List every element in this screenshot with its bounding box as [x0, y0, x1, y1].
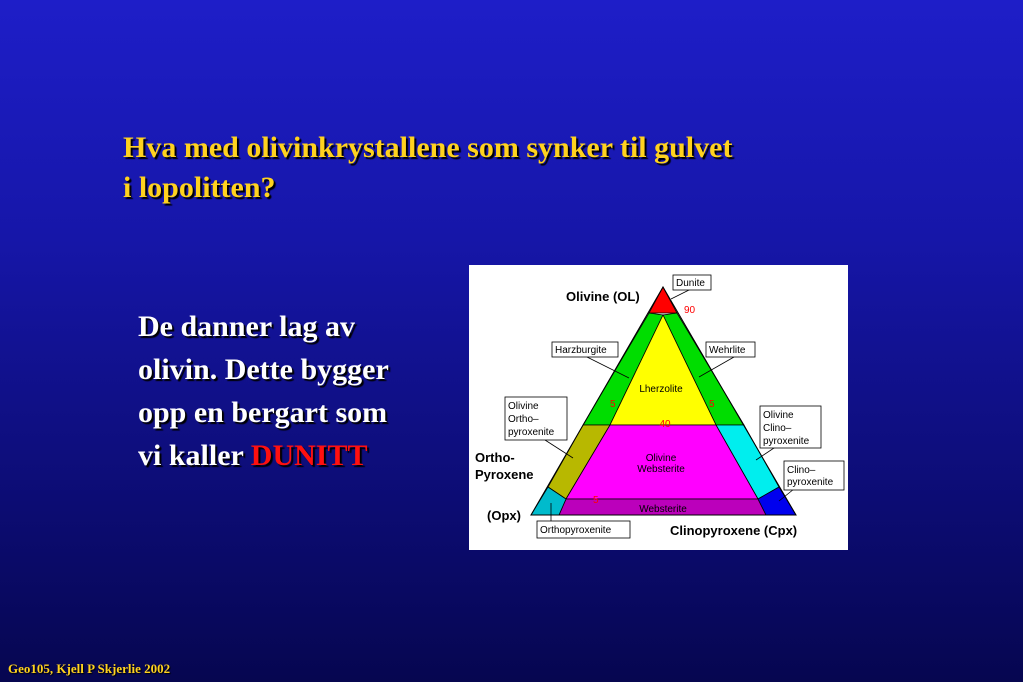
- box-ol-cpx-2: Clino–: [763, 423, 792, 434]
- box-olivine-clinopyroxenite: [760, 406, 821, 448]
- apex-ortho-line1: Ortho-: [475, 450, 515, 465]
- number-90: 90: [684, 305, 696, 316]
- number-5-left: 5: [610, 399, 616, 410]
- region-dunite: [649, 287, 677, 313]
- box-ol-cpx-3: pyroxenite: [763, 436, 810, 447]
- label-websterite: Websterite: [639, 504, 687, 515]
- apex-ortho-line2: Pyroxene: [475, 467, 534, 482]
- number-5-bottom: 5: [593, 495, 599, 506]
- box-opx-label: Orthopyroxenite: [540, 525, 612, 536]
- dunitt-emphasis: DUNITT: [250, 439, 368, 472]
- ultramafic-classification-diagram: [469, 265, 848, 550]
- label-olivine-websterite-1: Olivine: [645, 453, 677, 464]
- body-line-4-prefix: vi kaller: [138, 439, 251, 472]
- body-line-1: De danner lag av: [138, 310, 355, 343]
- label-olivine-websterite-2: Websterite: [637, 464, 685, 475]
- box-clinopyroxenite: [784, 461, 844, 490]
- number-5-right: 5: [709, 399, 715, 410]
- box-wehrlite: [706, 342, 755, 357]
- slide-title: [123, 128, 883, 208]
- box-harzburgite-label: Harzburgite: [555, 345, 607, 356]
- label-lherzolite: Lherzolite: [639, 384, 683, 395]
- box-cpx-2: pyroxenite: [787, 477, 834, 488]
- box-ol-opx-2: Ortho–: [508, 414, 539, 425]
- box-ol-cpx-1: Olivine: [763, 410, 794, 421]
- box-cpx-1: Clino–: [787, 465, 816, 476]
- box-dunite-label: Dunite: [676, 278, 705, 289]
- body-line-3: opp en bergart som: [138, 396, 388, 429]
- box-harzburgite: [552, 342, 618, 357]
- body-line-2: olivin. Dette bygger: [138, 353, 389, 386]
- box-dunite: [673, 275, 711, 290]
- body-text: [138, 305, 458, 477]
- title-line-2: i lopolitten?: [123, 171, 276, 204]
- apex-clinopyroxene: Clinopyroxene (Cpx): [670, 523, 798, 538]
- box-ol-opx-1: Olivine: [508, 401, 539, 412]
- number-40: 40: [659, 419, 671, 430]
- box-wehrlite-label: Wehrlite: [709, 345, 746, 356]
- apex-olivine: Olivine (OL): [566, 289, 640, 304]
- apex-opx: (Opx): [487, 508, 521, 523]
- title-line-1: Hva med olivinkrystallene som synker til gulvet: [123, 131, 733, 164]
- box-orthopyroxenite: [537, 521, 630, 538]
- body-line-4: [138, 434, 458, 477]
- box-ol-opx-3: pyroxenite: [508, 427, 555, 438]
- box-olivine-orthopyroxenite: [505, 397, 567, 440]
- footer-credit: Geo105, Kjell P Skjerlie 2002: [8, 661, 171, 676]
